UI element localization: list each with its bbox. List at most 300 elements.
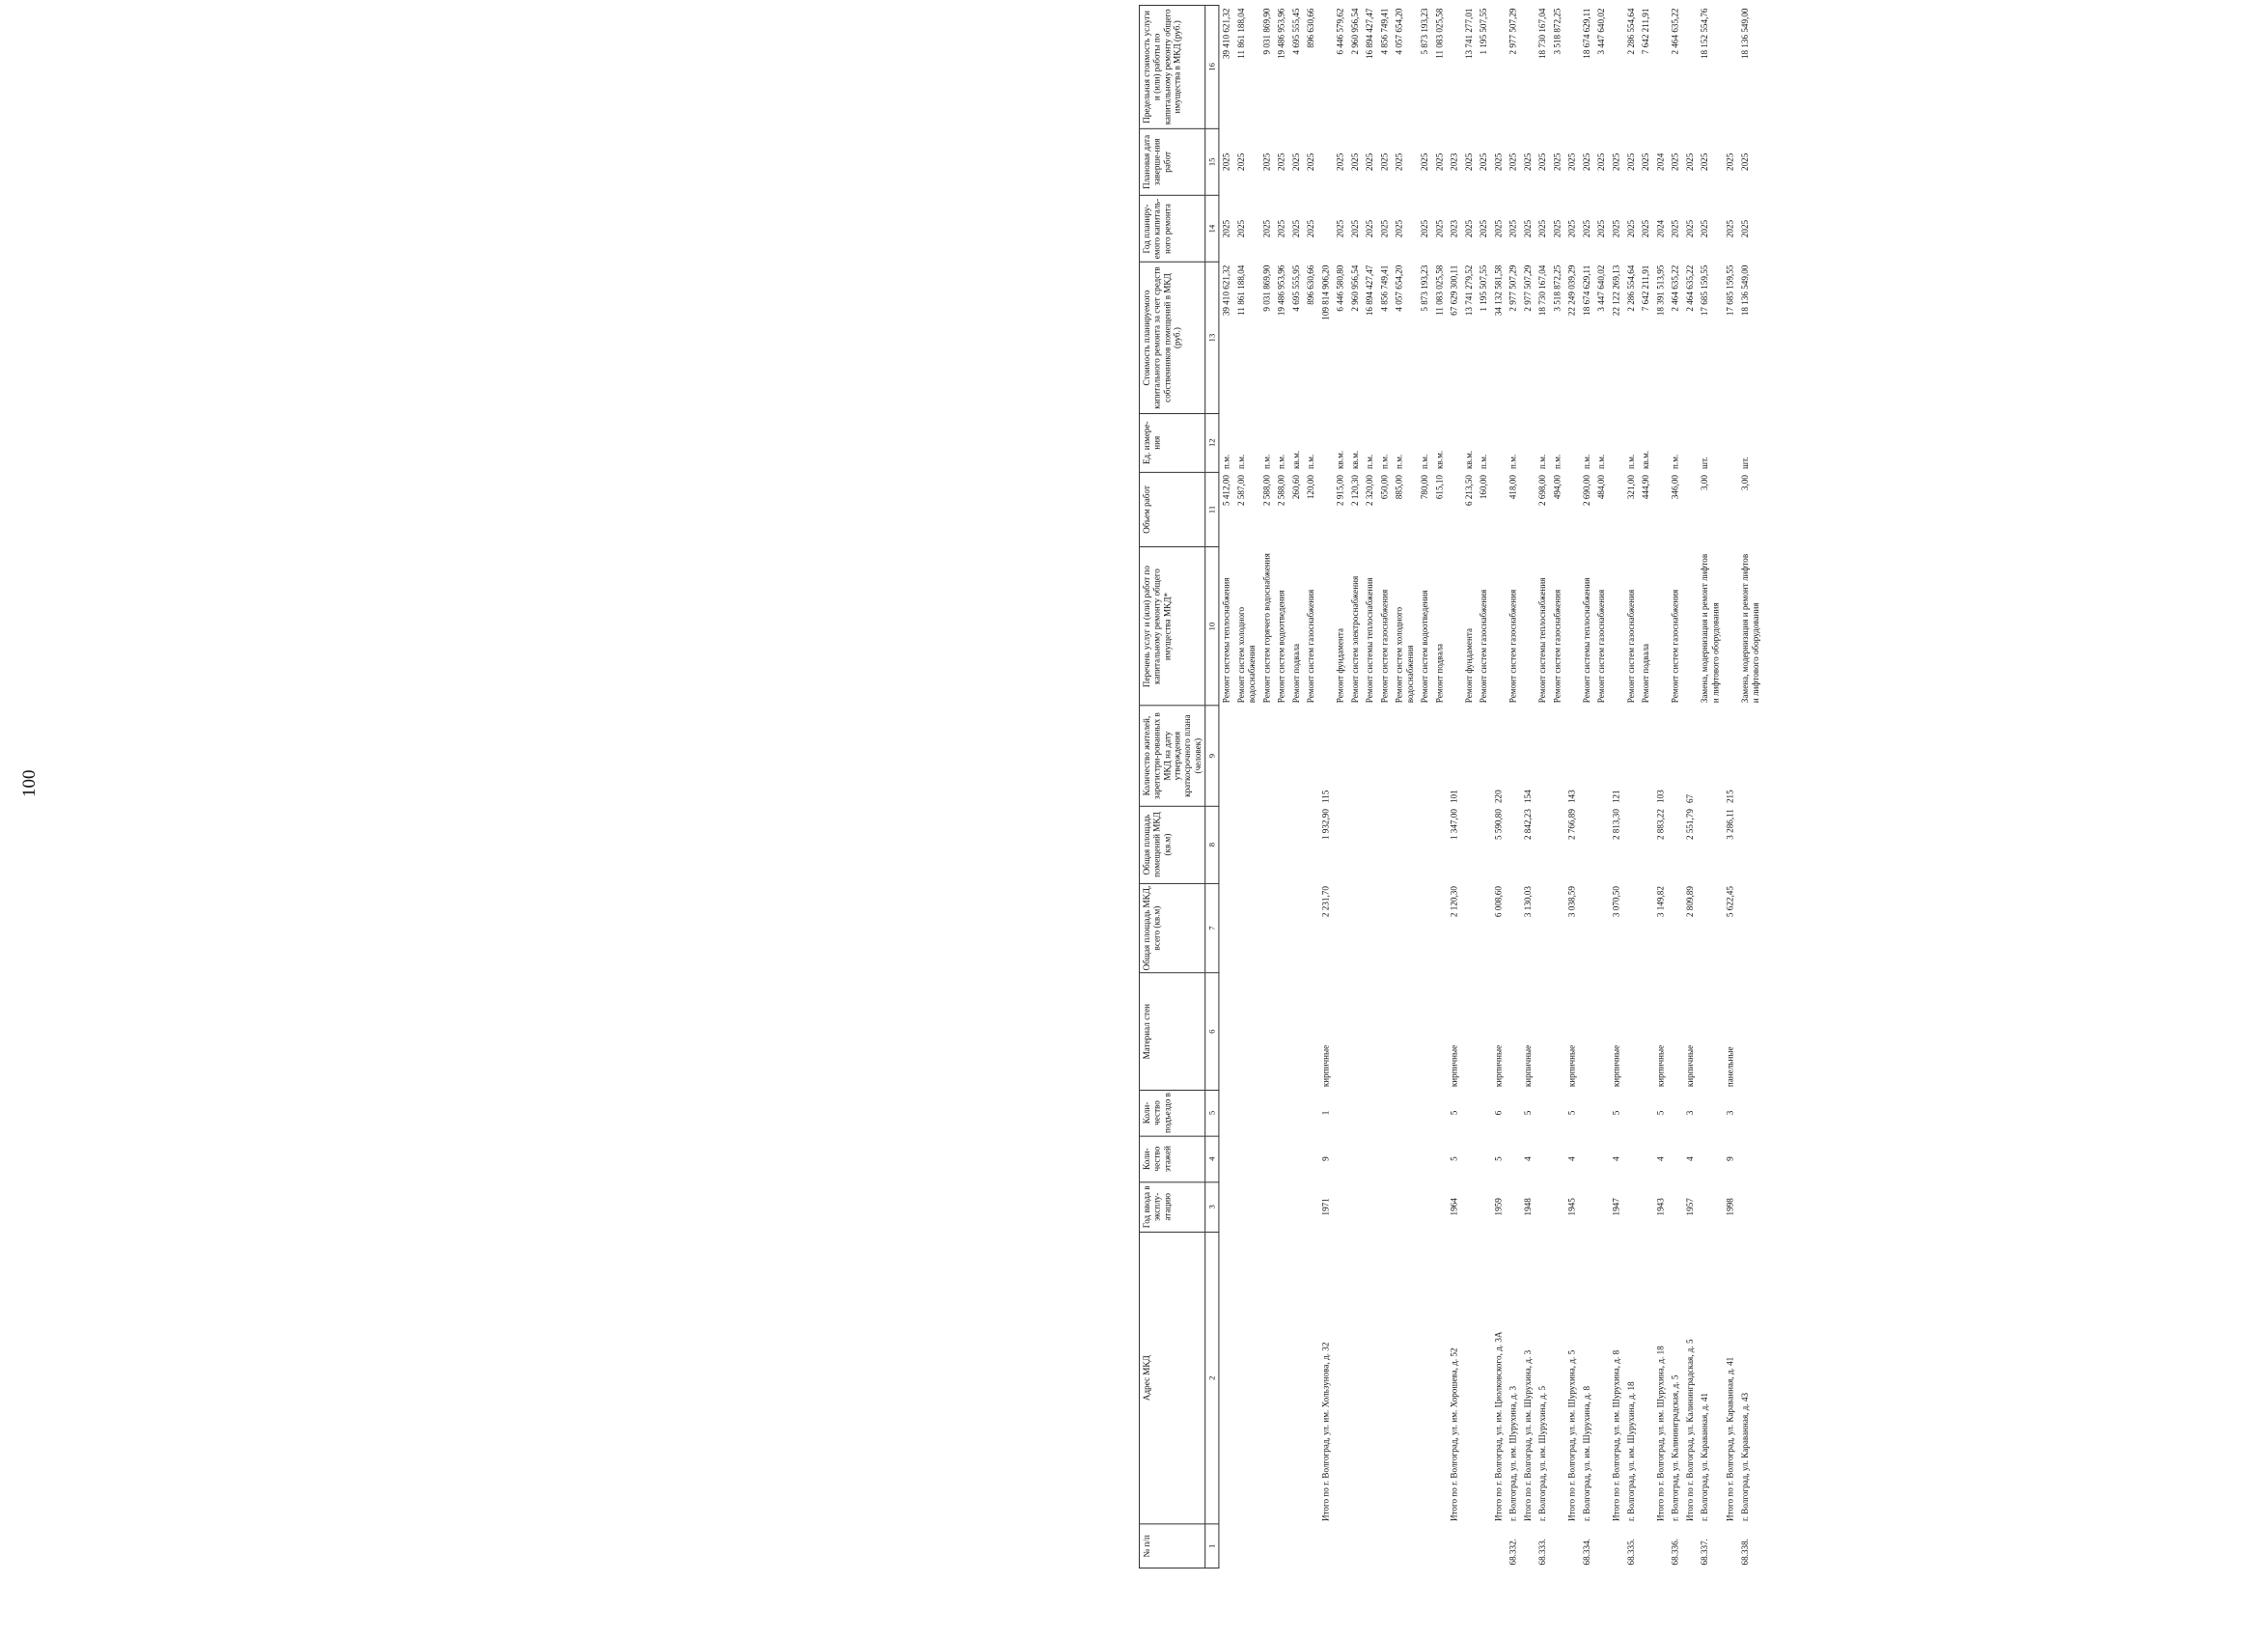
- cell-wall-material: [1334, 973, 1348, 1090]
- cell-address: [1418, 1232, 1432, 1524]
- cell-entrances: [1594, 1090, 1609, 1136]
- cell-completion-date: 2025: [1434, 153, 1445, 171]
- cell-address: [1234, 1232, 1259, 1524]
- cell-year-built: [1348, 1181, 1363, 1232]
- cell-year-built: [1462, 1181, 1477, 1232]
- cell-row-number: [1274, 1524, 1288, 1568]
- cell-address: [1304, 1232, 1318, 1524]
- cell-row-number: [1393, 1524, 1418, 1568]
- cell-address: [1377, 1232, 1392, 1524]
- cell-work-type: Ремонт систем горячего водоснабжения: [1261, 553, 1272, 704]
- cell-unit: п.м.: [1235, 454, 1246, 469]
- cell-unit: [1723, 413, 1737, 472]
- cell-wall-material: [1259, 973, 1274, 1090]
- cell-entrances: [1259, 1090, 1274, 1136]
- cell-max-cost: 11 083 025,58: [1434, 8, 1445, 59]
- cell-address: [1462, 1232, 1477, 1524]
- column-number-4: 4: [1205, 1136, 1219, 1182]
- cell-work-volume: 2 587,00: [1235, 475, 1246, 506]
- cell-work-type: Ремонт систем водоотведения: [1276, 590, 1286, 704]
- cell-row-number: [1521, 1524, 1535, 1568]
- cell-wall-material: [1550, 973, 1564, 1090]
- cell-row-number: [1609, 1524, 1623, 1568]
- cell-work-type: Ремонт систем холодного водоснабжения: [1235, 606, 1258, 704]
- cell-repair-year: 2024: [1655, 219, 1666, 238]
- header-cell-3: Год ввода в эксплу-атацию: [1140, 1181, 1205, 1232]
- table-row: [1639, 6, 1653, 1569]
- cell-work-volume: 418,00: [1507, 475, 1518, 500]
- header-cell-10: Перечень услуг и (или) работ по капитальному ремонту общего имущества МКД*: [1140, 547, 1205, 706]
- cell-year-built: [1639, 1181, 1653, 1232]
- cell-row-number: [1418, 1524, 1432, 1568]
- cell-total-area: [1550, 883, 1564, 973]
- cell-work-volume: 260,60: [1290, 475, 1301, 500]
- header-cell-4: Коли-чество этажей: [1140, 1136, 1205, 1182]
- cell-premises-area: [1668, 806, 1682, 883]
- cell-wall-material: [1219, 973, 1234, 1090]
- cell-row-number: [1259, 1524, 1274, 1568]
- cell-planned-cost: 1 195 507,55: [1479, 264, 1489, 312]
- cell-completion-date: 2025: [1670, 153, 1680, 171]
- cell-row-number: [1683, 1524, 1698, 1568]
- cell-row-number: [1363, 1524, 1377, 1568]
- table-row: [1432, 6, 1447, 1569]
- cell-wall-material: кирпичные: [1566, 1044, 1577, 1088]
- cell-repair-year: 2025: [1434, 219, 1445, 238]
- cell-year-built: [1418, 1181, 1432, 1232]
- cell-year-built: [1274, 1181, 1288, 1232]
- cell-work-type: [1653, 547, 1668, 706]
- cell-row-number: [1550, 1524, 1564, 1568]
- cell-planned-cost: 18 674 629,11: [1581, 264, 1592, 316]
- cell-work-volume: 2 320,00: [1365, 475, 1375, 506]
- cell-floors: 4: [1655, 1156, 1666, 1161]
- cell-wall-material: кирпичные: [1493, 1044, 1504, 1088]
- cell-address: г. Волгоград, ул. им. Шурухина, д. 3: [1507, 1385, 1518, 1522]
- cell-repair-year: 2025: [1306, 219, 1316, 238]
- cell-entrances: [1477, 1090, 1491, 1136]
- cell-entrances: [1418, 1090, 1432, 1136]
- table-row: [1289, 6, 1304, 1569]
- cell-completion-date: 2025: [1566, 153, 1577, 171]
- cell-row-number: [1377, 1524, 1392, 1568]
- cell-completion-date: 2025: [1596, 153, 1607, 171]
- table-row: [1521, 6, 1535, 1569]
- cell-unit: п.м.: [1670, 454, 1680, 469]
- cell-wall-material: [1348, 973, 1363, 1090]
- cell-residents: [1234, 706, 1259, 806]
- cell-row-number: [1594, 1524, 1609, 1568]
- cell-total-area: 3 149,82: [1655, 886, 1666, 918]
- cell-address: г. Волгоград, ул. Калининградская, д. 5: [1670, 1374, 1680, 1522]
- cell-year-built: [1624, 1181, 1639, 1232]
- cell-unit: [1683, 413, 1698, 472]
- cell-premises-area: [1594, 806, 1609, 883]
- cell-work-type: Замена, модернизация и ремонт лифтов и лифтового оборудования: [1699, 553, 1721, 704]
- cell-residents: [1738, 706, 1763, 806]
- cell-row-number: [1448, 1524, 1462, 1568]
- cell-completion-date: 2025: [1522, 153, 1534, 171]
- cell-work-volume: 494,00: [1552, 475, 1563, 500]
- cell-completion-date: 2025: [1349, 153, 1360, 171]
- cell-work-type: Ремонт систем холодного водоснабжения: [1394, 606, 1415, 704]
- cell-repair-year: 2025: [1611, 219, 1621, 238]
- column-number-8: 8: [1205, 806, 1219, 883]
- cell-work-type: [1491, 547, 1506, 706]
- cell-floors: [1432, 1136, 1447, 1182]
- cell-work-volume: 120,00: [1306, 475, 1316, 500]
- column-number-5: 5: [1205, 1090, 1219, 1136]
- cell-repair-year: 2025: [1699, 219, 1710, 238]
- cell-year-built: 1948: [1522, 1198, 1534, 1216]
- cell-max-cost: 896 630,66: [1306, 8, 1316, 48]
- cell-max-cost: 4 695 555,45: [1290, 8, 1301, 55]
- cell-row-number: 68.338.: [1739, 1539, 1750, 1566]
- cell-planned-cost: 7 642 211,91: [1640, 264, 1651, 312]
- header-cell-1: № п/п: [1140, 1524, 1205, 1568]
- cell-wall-material: [1274, 973, 1288, 1090]
- cell-work-volume: 2 120,30: [1349, 475, 1360, 506]
- cell-total-area: [1477, 883, 1491, 973]
- cell-year-built: [1377, 1181, 1392, 1232]
- cell-work-type: Ремонт подвала: [1290, 643, 1301, 704]
- cell-row-number: [1304, 1524, 1318, 1568]
- cell-repair-year: 2025: [1290, 219, 1301, 238]
- cell-year-built: 1957: [1684, 1198, 1695, 1216]
- cell-floors: 5: [1449, 1156, 1459, 1161]
- cell-completion-date: 2025: [1290, 153, 1301, 171]
- column-number-11: 11: [1205, 472, 1219, 547]
- cell-premises-area: [1393, 806, 1418, 883]
- column-number-12: 12: [1205, 413, 1219, 472]
- cell-floors: 4: [1566, 1156, 1577, 1161]
- cell-wall-material: [1580, 973, 1594, 1090]
- cell-row-number: 68.335.: [1625, 1539, 1636, 1566]
- cell-max-cost: 18 730 167,04: [1537, 8, 1548, 60]
- cell-repair-year: 2025: [1479, 219, 1489, 238]
- cell-residents: [1639, 706, 1653, 806]
- table-row: [1274, 6, 1288, 1569]
- cell-premises-area: [1639, 806, 1653, 883]
- cell-planned-cost: 34 132 581,58: [1493, 264, 1504, 317]
- cell-row-number: [1653, 1524, 1668, 1568]
- cell-completion-date: 2025: [1261, 153, 1272, 171]
- cell-max-cost: [1609, 6, 1623, 129]
- cell-planned-cost: 3 518 872,25: [1552, 264, 1563, 312]
- cell-wall-material: [1363, 973, 1377, 1090]
- table-row: [1304, 6, 1318, 1569]
- cell-year-built: [1535, 1181, 1550, 1232]
- cell-residents: [1219, 706, 1234, 806]
- cell-completion-date: 2025: [1276, 153, 1286, 171]
- cell-residents: [1274, 706, 1288, 806]
- cell-repair-year: 2025: [1261, 219, 1272, 238]
- cell-unit: п.м.: [1596, 454, 1607, 469]
- cell-total-area: [1580, 883, 1594, 973]
- cell-entrances: [1432, 1090, 1447, 1136]
- cell-work-volume: 615,10: [1434, 475, 1445, 500]
- cell-floors: [1668, 1136, 1682, 1182]
- cell-unit: п.м.: [1552, 454, 1563, 469]
- cell-address: [1259, 1232, 1274, 1524]
- cell-year-built: [1304, 1181, 1318, 1232]
- cell-unit: кв.м.: [1290, 450, 1301, 469]
- cell-wall-material: кирпичные: [1684, 1044, 1695, 1088]
- cell-work-type: Ремонт системы теплоснабжения: [1221, 577, 1231, 704]
- cell-year-built: [1477, 1181, 1491, 1232]
- header-cell-11: Объем работ: [1140, 472, 1205, 547]
- cell-max-cost: 5 873 193,23: [1420, 8, 1430, 55]
- cell-total-area: [1234, 883, 1259, 973]
- cell-entrances: [1668, 1090, 1682, 1136]
- cell-max-cost: 1 195 507,55: [1479, 8, 1489, 55]
- cell-work-type: Ремонт систем газоснабжения: [1596, 589, 1607, 704]
- table-row: [1363, 6, 1377, 1569]
- cell-planned-cost: 9 031 869,90: [1261, 264, 1272, 312]
- cell-floors: 4: [1611, 1156, 1621, 1161]
- cell-residents: [1393, 706, 1418, 806]
- table-row: [1594, 6, 1609, 1569]
- table-row: [1535, 6, 1550, 1569]
- cell-max-cost: 2 286 554,64: [1625, 8, 1636, 55]
- cell-floors: 4: [1684, 1156, 1695, 1161]
- cell-premises-area: 2 842,23: [1522, 809, 1534, 841]
- cell-residents: [1594, 706, 1609, 806]
- header-cell-2: Адрес МКД: [1140, 1232, 1205, 1524]
- cell-floors: [1580, 1136, 1594, 1182]
- cell-address: [1289, 1232, 1304, 1524]
- cell-completion-date: 2025: [1625, 153, 1636, 171]
- cell-total-area: [1259, 883, 1274, 973]
- cell-premises-area: 1 347,00: [1449, 809, 1459, 841]
- cell-row-number: [1491, 1524, 1506, 1568]
- cell-planned-cost: 67 629 300,11: [1449, 264, 1459, 316]
- cell-work-volume: 2 698,00: [1537, 475, 1548, 506]
- cell-work-type: [1521, 547, 1535, 706]
- cell-floors: [1259, 1136, 1274, 1182]
- cell-max-cost: [1491, 6, 1506, 129]
- cell-unit: п.м.: [1507, 454, 1518, 469]
- cell-floors: [1550, 1136, 1564, 1182]
- cell-address: г. Волгоград, ул. им. Шурухина, д. 8: [1581, 1385, 1592, 1522]
- cell-floors: [1219, 1136, 1234, 1182]
- cell-work-volume: [1491, 472, 1506, 547]
- cell-premises-area: [1234, 806, 1259, 883]
- cell-planned-cost: 4 856 749,41: [1379, 264, 1390, 312]
- header-cell-5: Коли-чество подъездо в: [1140, 1090, 1205, 1136]
- cell-entrances: [1639, 1090, 1653, 1136]
- cell-entrances: [1377, 1090, 1392, 1136]
- header-cell-7: Общая площадь МКД, всего (кв.м): [1140, 883, 1205, 973]
- cell-planned-cost: 16 894 427,47: [1365, 264, 1375, 317]
- cell-repair-year: 2025: [1493, 219, 1504, 238]
- cell-work-volume: [1521, 472, 1535, 547]
- cell-year-built: 1945: [1566, 1198, 1577, 1216]
- cell-work-volume: [1318, 472, 1333, 547]
- column-number-2: 2: [1205, 1232, 1219, 1524]
- cell-residents: 154: [1522, 790, 1534, 804]
- cell-year-built: [1698, 1181, 1723, 1232]
- cell-residents: 103: [1655, 790, 1666, 804]
- cell-unit: [1653, 413, 1668, 472]
- table-row: [1653, 6, 1668, 1569]
- table-row: [1624, 6, 1639, 1569]
- cell-total-area: 3 070,50: [1611, 886, 1621, 918]
- table-body: [1205, 6, 1763, 1569]
- cell-completion-date: 2024: [1655, 153, 1666, 171]
- cell-repair-year: 2025: [1349, 219, 1360, 238]
- cell-planned-cost: 17 685 159,55: [1725, 264, 1735, 317]
- cell-total-area: [1639, 883, 1653, 973]
- cell-repair-year: 2023: [1449, 219, 1459, 238]
- cell-repair-year: 2025: [1276, 219, 1286, 238]
- cell-residents: [1304, 706, 1318, 806]
- cell-entrances: 5: [1655, 1110, 1666, 1116]
- cell-year-built: [1507, 1181, 1521, 1232]
- cell-premises-area: 2 551,79: [1684, 809, 1695, 841]
- cell-premises-area: [1219, 806, 1234, 883]
- cell-row-number: [1639, 1524, 1653, 1568]
- cell-wall-material: [1738, 973, 1763, 1090]
- cell-work-type: Ремонт систем газоснабжения: [1306, 589, 1316, 704]
- cell-residents: 115: [1320, 790, 1331, 804]
- cell-work-type: Замена, модернизация и ремонт лифтов и лифтового оборудования: [1739, 553, 1761, 704]
- cell-residents: 143: [1566, 790, 1577, 804]
- cell-total-area: 2 120,30: [1449, 886, 1459, 918]
- cell-completion-date: 2025: [1463, 153, 1474, 171]
- cell-floors: [1289, 1136, 1304, 1182]
- cell-max-cost: 7 642 211,91: [1640, 8, 1651, 55]
- cell-residents: [1507, 706, 1521, 806]
- cell-work-volume: 444,90: [1640, 475, 1651, 500]
- cell-year-built: [1550, 1181, 1564, 1232]
- cell-row-number: 68.336.: [1670, 1539, 1680, 1566]
- cell-floors: [1418, 1136, 1432, 1182]
- column-number-7: 7: [1205, 883, 1219, 973]
- cell-max-cost: 9 031 869,90: [1261, 8, 1272, 55]
- table-row: [1683, 6, 1698, 1569]
- cell-unit: п.м.: [1365, 454, 1375, 469]
- cell-completion-date: 2025: [1611, 153, 1621, 171]
- cell-max-cost: 19 486 953,96: [1276, 8, 1286, 60]
- table-row: [1668, 6, 1682, 1569]
- cell-wall-material: [1639, 973, 1653, 1090]
- header-cell-14: Год планиру-емого капиталь-ного ремонта: [1140, 195, 1205, 262]
- cell-floors: 9: [1320, 1156, 1331, 1161]
- cell-premises-area: [1259, 806, 1274, 883]
- cell-repair-year: 2025: [1552, 219, 1563, 238]
- cell-residents: 215: [1725, 790, 1735, 804]
- header-cell-9: Количество жителей, зарегистри-рованных в МКД на дату утверждения краткосрочного плана (человек): [1140, 706, 1205, 806]
- cell-total-area: [1594, 883, 1609, 973]
- cell-residents: 67: [1684, 793, 1695, 804]
- cell-wall-material: [1234, 973, 1259, 1090]
- cell-repair-year: 2025: [1420, 219, 1430, 238]
- cell-total-area: [1624, 883, 1639, 973]
- cell-planned-cost: 39 410 621,32: [1221, 264, 1231, 317]
- cell-address: Итого по г. Волгоград, ул. им. Шурухина, д. 5: [1566, 1349, 1577, 1522]
- cell-planned-cost: 13 741 279,52: [1463, 264, 1474, 317]
- cell-work-type: [1318, 547, 1333, 706]
- cell-max-cost: [1653, 6, 1668, 129]
- cell-completion-date: 2025: [1640, 153, 1651, 171]
- cell-wall-material: [1462, 973, 1477, 1090]
- cell-premises-area: [1363, 806, 1377, 883]
- cell-premises-area: [1507, 806, 1521, 883]
- cell-entrances: 5: [1611, 1110, 1621, 1116]
- cell-repair-year: 2025: [1463, 219, 1474, 238]
- column-number-1: 1: [1205, 1524, 1219, 1568]
- cell-address: Итого по г. Волгоград, ул. им. Шурухина, д. 3: [1522, 1349, 1534, 1522]
- column-number-14: 14: [1205, 195, 1219, 262]
- cell-residents: [1624, 706, 1639, 806]
- cell-wall-material: [1377, 973, 1392, 1090]
- cell-max-cost: 4 856 749,41: [1379, 8, 1390, 55]
- cell-max-cost: [1521, 6, 1535, 129]
- cell-year-built: [1594, 1181, 1609, 1232]
- cell-max-cost: [1683, 6, 1698, 129]
- table-row: [1738, 6, 1763, 1569]
- cell-completion-date: 2025: [1739, 153, 1750, 171]
- cell-total-area: [1363, 883, 1377, 973]
- cell-completion-date: 2025: [1379, 153, 1390, 171]
- cell-wall-material: [1668, 973, 1682, 1090]
- cell-floors: [1507, 1136, 1521, 1182]
- cell-year-built: [1234, 1181, 1259, 1232]
- column-number-15: 15: [1205, 128, 1219, 195]
- cell-row-number: [1462, 1524, 1477, 1568]
- page-number: 100: [19, 769, 40, 797]
- cell-address: Итого по г. Волгоград, ул. Калининградская, д. 5: [1684, 1339, 1695, 1522]
- cell-completion-date: 2025: [1420, 153, 1430, 171]
- cell-planned-cost: 896 630,66: [1306, 264, 1316, 305]
- cell-repair-year: 2025: [1625, 219, 1636, 238]
- cell-address: [1639, 1232, 1653, 1524]
- cell-entrances: 3: [1684, 1110, 1695, 1116]
- cell-max-cost: [1723, 6, 1737, 129]
- column-number-3: 3: [1205, 1181, 1219, 1232]
- cell-entrances: [1507, 1090, 1521, 1136]
- cell-planned-cost: 22 249 039,29: [1566, 264, 1577, 317]
- cell-unit: кв.м.: [1434, 450, 1445, 469]
- cell-completion-date: [1318, 128, 1333, 195]
- table-row: [1234, 6, 1259, 1569]
- cell-row-number: 68.332.: [1507, 1539, 1518, 1566]
- cell-total-area: [1304, 883, 1318, 973]
- cell-work-volume: 780,00: [1420, 475, 1430, 500]
- cell-completion-date: 2025: [1507, 153, 1518, 171]
- cell-entrances: 3: [1725, 1110, 1735, 1116]
- cell-premises-area: [1334, 806, 1348, 883]
- header-cell-15: Плановая дата заверше-ния работ: [1140, 128, 1205, 195]
- table-row: [1698, 6, 1723, 1569]
- cell-work-type: [1448, 547, 1462, 706]
- cell-premises-area: [1304, 806, 1318, 883]
- cell-repair-year: 2025: [1221, 219, 1231, 238]
- cell-residents: [1334, 706, 1348, 806]
- cell-work-type: [1683, 547, 1698, 706]
- cell-work-type: Ремонт систем газоснабжения: [1552, 589, 1563, 704]
- cell-work-volume: 5 412,00: [1221, 475, 1231, 506]
- cell-work-type: Ремонт систем газоснабжения: [1479, 589, 1489, 704]
- cell-floors: [1363, 1136, 1377, 1182]
- cell-work-volume: [1448, 472, 1462, 547]
- cell-planned-cost: 4 057 654,20: [1394, 264, 1404, 312]
- cell-work-type: [1565, 547, 1580, 706]
- cell-row-number: [1219, 1524, 1234, 1568]
- cell-wall-material: [1432, 973, 1447, 1090]
- cell-premises-area: [1698, 806, 1723, 883]
